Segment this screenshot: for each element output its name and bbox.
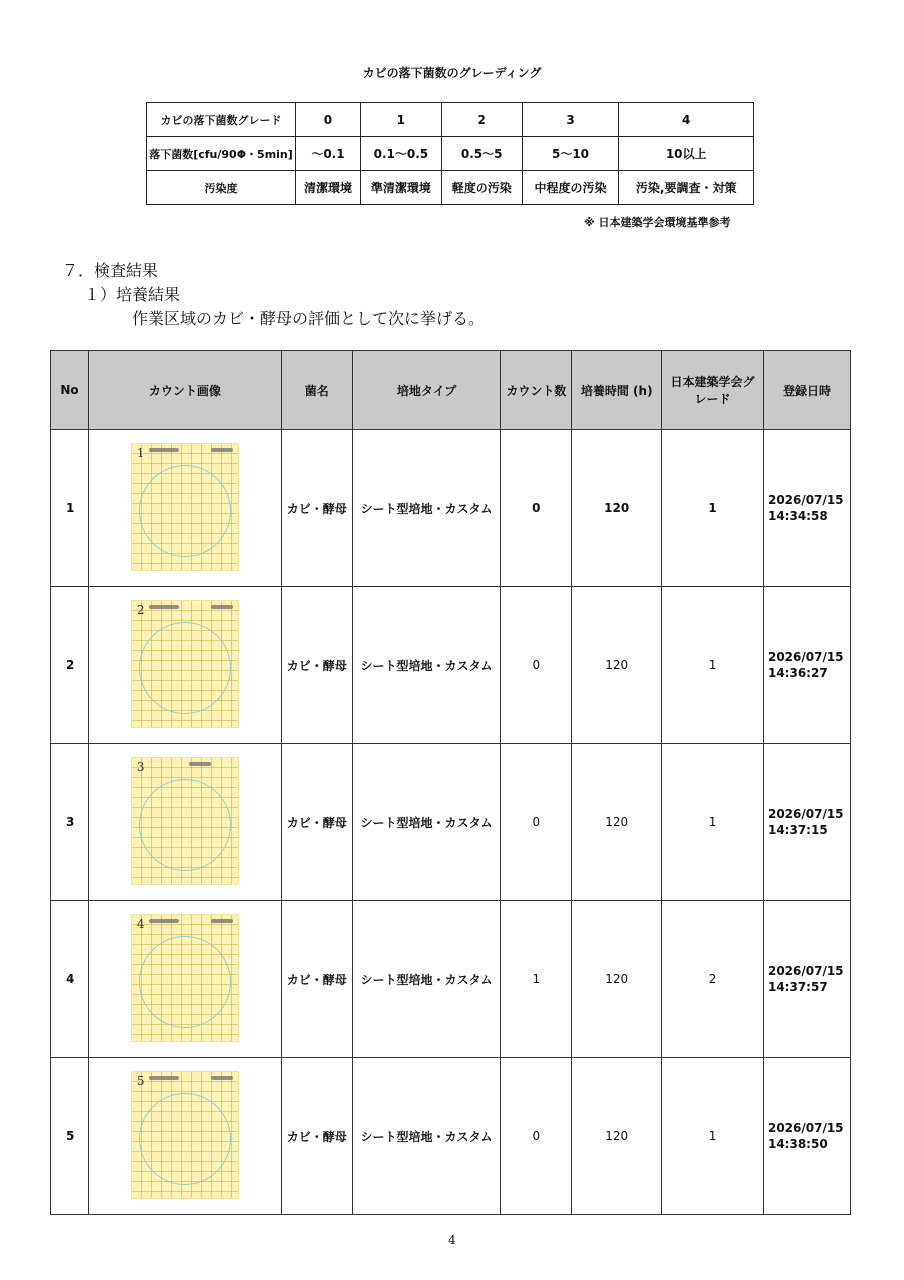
column-header-fungus: 菌名 bbox=[281, 351, 352, 430]
registered-date: 2026/07/15 bbox=[767, 1121, 844, 1135]
medium-type: シート型培地・カスタム bbox=[352, 1058, 501, 1215]
registered-time: 14:36:27 bbox=[767, 666, 828, 680]
grading-cell: 軽度の汚染 bbox=[441, 171, 522, 205]
row-no: 3 bbox=[51, 744, 89, 901]
grading-cell: 0 bbox=[296, 103, 361, 137]
grading-row-header: カビの落下菌数グレード bbox=[147, 103, 296, 137]
medium-type: シート型培地・カスタム bbox=[352, 901, 501, 1058]
plate-image bbox=[131, 600, 239, 728]
plate-label-strip bbox=[211, 448, 233, 452]
grading-cell: 清潔環境 bbox=[296, 171, 361, 205]
count-value: 0 bbox=[501, 744, 572, 901]
grading-title: カビの落下菌数のグレーディング bbox=[362, 66, 542, 80]
grading-cell: 準清潔環境 bbox=[360, 171, 441, 205]
grade-value: 2 bbox=[662, 901, 764, 1058]
grading-cell: 0.5～5 bbox=[441, 137, 522, 171]
row-no: 1 bbox=[51, 430, 89, 587]
plate-circle bbox=[139, 936, 231, 1028]
plate-circle bbox=[139, 1093, 231, 1185]
grading-row-cfu bbox=[147, 137, 754, 171]
plate-label-strip bbox=[189, 762, 211, 766]
section-intro: 作業区域のカビ・酵母の評価として次に挙げる。 bbox=[132, 309, 485, 328]
results-table bbox=[50, 350, 851, 1215]
grading-cell: 1 bbox=[360, 103, 441, 137]
grading-row-header: 落下菌数[cfu/90Φ・5min] bbox=[147, 137, 296, 171]
registered-datetime bbox=[763, 1058, 850, 1215]
registered-time: 14:38:50 bbox=[767, 1137, 828, 1151]
plate-number-mark: 2 bbox=[136, 602, 145, 617]
count-value: 0 bbox=[501, 430, 572, 587]
registered-time: 14:37:15 bbox=[767, 823, 828, 837]
plate-circle bbox=[139, 779, 231, 871]
registered-time: 14:34:58 bbox=[767, 509, 828, 523]
registered-date: 2026/07/15 bbox=[767, 964, 844, 978]
fungus-name: カビ・酵母 bbox=[281, 901, 352, 1058]
column-header-no: No bbox=[51, 351, 89, 430]
registered-datetime bbox=[763, 430, 850, 587]
count-value: 0 bbox=[501, 1058, 572, 1215]
grading-row-grade bbox=[147, 103, 754, 137]
row-no: 4 bbox=[51, 901, 89, 1058]
grading-cell: 中程度の汚染 bbox=[522, 171, 619, 205]
plate-label-strip bbox=[149, 919, 179, 923]
plate-image bbox=[131, 443, 239, 571]
count-image-cell bbox=[88, 901, 281, 1058]
row-no: 5 bbox=[51, 1058, 89, 1215]
count-image-cell bbox=[88, 587, 281, 744]
plate-number-mark: 5 bbox=[136, 1073, 145, 1088]
plate-label-strip bbox=[211, 1076, 233, 1080]
plate-number-mark: 3 bbox=[136, 759, 145, 774]
column-header-hours: 培養時間 (h) bbox=[572, 351, 662, 430]
column-header-count: カウント数 bbox=[501, 351, 572, 430]
grading-cell: 4 bbox=[619, 103, 754, 137]
grading-cell: 5～10 bbox=[522, 137, 619, 171]
grade-value: 1 bbox=[662, 430, 764, 587]
registered-datetime bbox=[763, 901, 850, 1058]
medium-type: シート型培地・カスタム bbox=[352, 744, 501, 901]
column-header-image: カウント画像 bbox=[88, 351, 281, 430]
medium-type: シート型培地・カスタム bbox=[352, 430, 501, 587]
results-header-row bbox=[51, 351, 851, 430]
page-number: 4 bbox=[448, 1233, 456, 1247]
plate-image bbox=[131, 757, 239, 885]
registered-time: 14:37:57 bbox=[767, 980, 828, 994]
grading-cell: 2 bbox=[441, 103, 522, 137]
sub-heading: １）培養結果 bbox=[84, 285, 181, 304]
fungus-name: カビ・酵母 bbox=[281, 1058, 352, 1215]
grade-value: 1 bbox=[662, 1058, 764, 1215]
fungus-name: カビ・酵母 bbox=[281, 744, 352, 901]
plate-number-mark: 4 bbox=[136, 916, 145, 931]
count-image-cell bbox=[88, 1058, 281, 1215]
registered-datetime bbox=[763, 587, 850, 744]
grading-cell: 汚染,要調査・対策 bbox=[619, 171, 754, 205]
grading-cell: 3 bbox=[522, 103, 619, 137]
grading-cell: 10以上 bbox=[619, 137, 754, 171]
plate-circle bbox=[139, 622, 231, 714]
plate-label-strip bbox=[211, 919, 233, 923]
count-image-cell bbox=[88, 430, 281, 587]
count-value: 1 bbox=[501, 901, 572, 1058]
plate-label-strip bbox=[149, 448, 179, 452]
count-image-cell bbox=[88, 744, 281, 901]
registered-date: 2026/07/15 bbox=[767, 807, 844, 821]
grade-value: 1 bbox=[662, 587, 764, 744]
table-row bbox=[51, 901, 851, 1058]
grade-value: 1 bbox=[662, 744, 764, 901]
section-heading: ７．検査結果 bbox=[62, 261, 159, 280]
medium-type: シート型培地・カスタム bbox=[352, 587, 501, 744]
culture-hours: 120 bbox=[572, 1058, 662, 1215]
table-row bbox=[51, 587, 851, 744]
plate-circle bbox=[139, 465, 231, 557]
culture-hours: 120 bbox=[572, 587, 662, 744]
plate-number-mark: 1 bbox=[136, 445, 145, 460]
plate-label-strip bbox=[211, 605, 233, 609]
plate-label-strip bbox=[149, 1076, 179, 1080]
grading-table bbox=[146, 102, 754, 205]
registered-date: 2026/07/15 bbox=[767, 493, 844, 507]
grading-row-contamination bbox=[147, 171, 754, 205]
grading-cell: 0.1～0.5 bbox=[360, 137, 441, 171]
culture-hours: 120 bbox=[572, 901, 662, 1058]
table-row bbox=[51, 744, 851, 901]
culture-hours: 120 bbox=[572, 430, 662, 587]
fungus-name: カビ・酵母 bbox=[281, 430, 352, 587]
registered-datetime bbox=[763, 744, 850, 901]
grading-note: ※ 日本建築学会環境基準参考 bbox=[584, 216, 731, 229]
row-no: 2 bbox=[51, 587, 89, 744]
plate-image bbox=[131, 1071, 239, 1199]
column-header-medium: 培地タイプ bbox=[352, 351, 501, 430]
column-header-date: 登録日時 bbox=[763, 351, 850, 430]
registered-date: 2026/07/15 bbox=[767, 650, 844, 664]
grading-row-header: 汚染度 bbox=[147, 171, 296, 205]
plate-image bbox=[131, 914, 239, 1042]
count-value: 0 bbox=[501, 587, 572, 744]
column-header-grade: 日本建築学会グレード bbox=[662, 351, 764, 430]
culture-hours: 120 bbox=[572, 744, 662, 901]
plate-label-strip bbox=[149, 605, 179, 609]
fungus-name: カビ・酵母 bbox=[281, 587, 352, 744]
table-row bbox=[51, 430, 851, 587]
table-row bbox=[51, 1058, 851, 1215]
grading-cell: ～0.1 bbox=[296, 137, 361, 171]
